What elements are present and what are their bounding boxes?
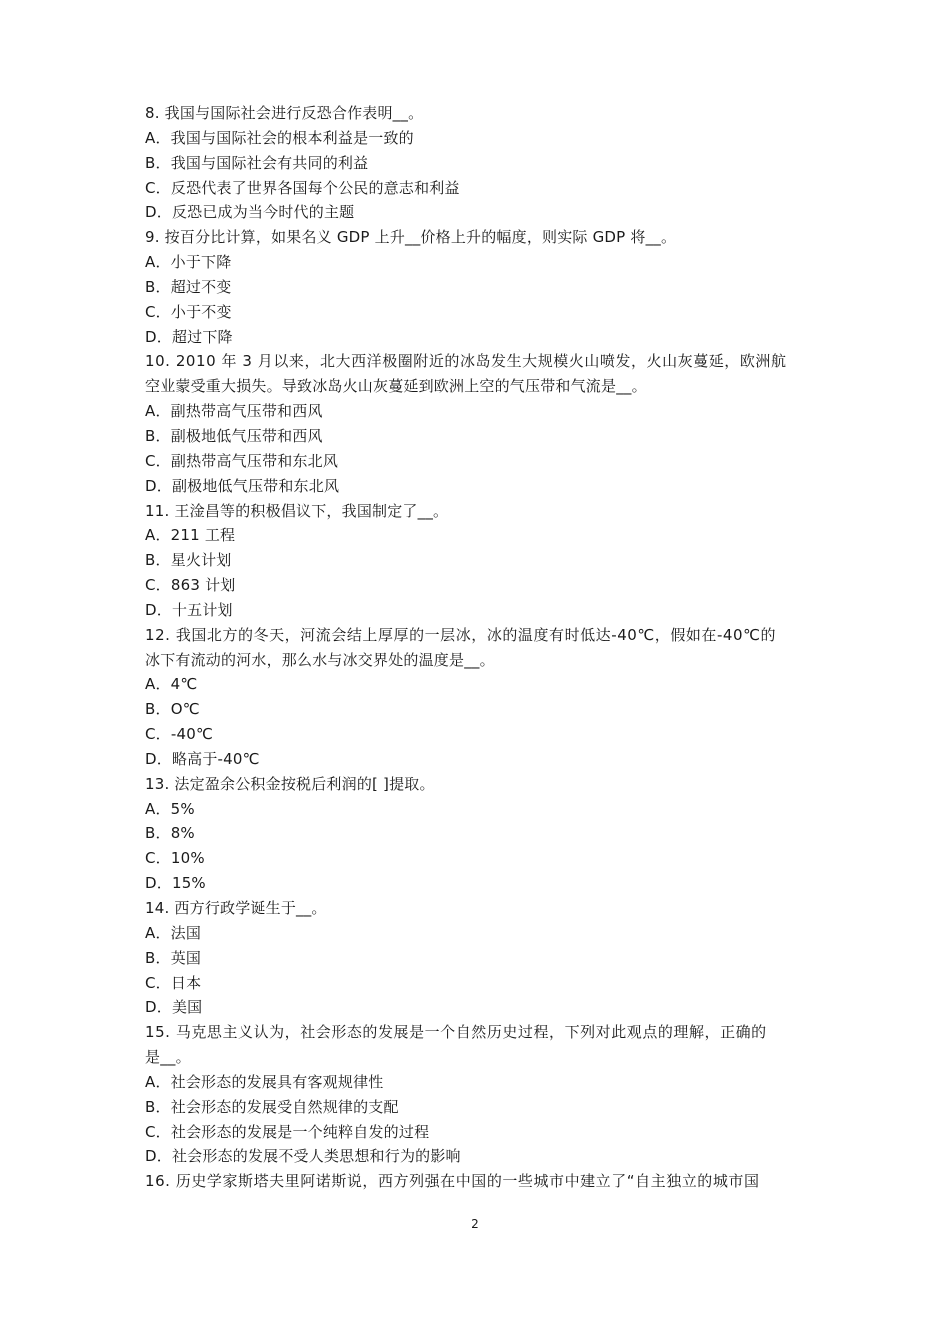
- question-14-option-c: C．日本: [145, 973, 202, 992]
- question-13-option-c: C．10%: [145, 849, 205, 868]
- question-13-stem: 13. 法定盈余公积金按税后利润的[ ]提取。: [145, 774, 435, 793]
- question-12-option-b: B．O℃: [145, 700, 200, 719]
- question-9-stem: 9. 按百分比计算，如果名义 GDP 上升__价格上升的幅度，则实际 GDP 将__。: [145, 228, 677, 247]
- question-10-stem-line-2: 空业蒙受重大损失。导致冰岛火山灰蔓延到欧洲上空的气压带和气流是__。: [145, 377, 647, 396]
- question-14-option-a: A．法国: [145, 923, 202, 942]
- question-8-option-b: B．我国与国际社会有共同的利益: [145, 153, 369, 172]
- question-16-stem-line-1: 16. 历史学家斯塔夫里阿诺斯说，西方列强在中国的一些城市中建立了“自主独立的城市国: [145, 1172, 760, 1191]
- question-13-option-a: A．5%: [145, 799, 195, 818]
- question-9-option-c: C．小于不变: [145, 302, 232, 321]
- question-10-option-b: B．副极地低气压带和西风: [145, 426, 323, 445]
- question-8-option-d: D．反恐已成为当今时代的主题: [145, 203, 355, 222]
- question-15-stem-line-2: 是__。: [145, 1048, 191, 1067]
- question-15-option-a: A．社会形态的发展具有客观规律性: [145, 1072, 384, 1091]
- question-12-option-d: D．略高于-40℃: [145, 749, 260, 768]
- question-12-option-c: C．-40℃: [145, 725, 214, 744]
- question-11-option-a: A．211 工程: [145, 526, 236, 545]
- question-10-option-a: A．副热带高气压带和西风: [145, 402, 323, 421]
- question-11-stem: 11. 王淦昌等的积极倡议下，我国制定了__。: [145, 501, 449, 520]
- question-12-stem-line-1: 12. 我国北方的冬天，河流会结上厚厚的一层冰，冰的温度有时低达-40℃，假如在-40℃的: [145, 625, 777, 644]
- question-9-option-b: B．超过不变: [145, 277, 232, 296]
- question-11-option-b: B．星火计划: [145, 551, 232, 570]
- question-13-option-d: D．15%: [145, 874, 206, 893]
- question-13-option-b: B．8%: [145, 824, 195, 843]
- question-10-stem-line-1: 10. 2010 年 3 月以来，北大西洋极圈附近的冰岛发生大规模火山喷发，火山灰蔓延，欧洲航: [145, 352, 787, 371]
- question-11-option-d: D．十五计划: [145, 600, 233, 619]
- question-12-stem-line-2: 冰下有流动的河水，那么水与冰交界处的温度是__。: [145, 650, 495, 669]
- question-15-option-d: D．社会形态的发展不受人类思想和行为的影响: [145, 1147, 461, 1166]
- question-8-option-c: C．反恐代表了世界各国每个公民的意志和利益: [145, 178, 460, 197]
- question-15-option-b: B．社会形态的发展受自然规律的支配: [145, 1097, 399, 1116]
- question-12-option-a: A．4℃: [145, 675, 198, 694]
- question-9-option-d: D．超过下降: [145, 327, 233, 346]
- question-15-stem-line-1: 15. 马克思主义认为，社会形态的发展是一个自然历史过程，下列对此观点的理解，正确的: [145, 1023, 767, 1042]
- question-10-option-c: C．副热带高气压带和东北风: [145, 451, 339, 470]
- question-8-stem: 8. 我国与国际社会进行反恐合作表明__。: [145, 104, 424, 122]
- page-number: 2: [471, 1217, 479, 1231]
- question-8-option-a: A．我国与国际社会的根本利益是一致的: [145, 128, 414, 147]
- question-11-option-c: C．863 计划: [145, 576, 236, 595]
- question-10-option-d: D．副极地低气压带和东北风: [145, 476, 340, 495]
- page-content: [145, 101, 817, 1194]
- question-9-option-a: A．小于下降: [145, 253, 232, 272]
- question-14-option-d: D．美国: [145, 998, 203, 1017]
- question-14-stem: 14. 西方行政学诞生于__。: [145, 899, 327, 917]
- question-15-option-c: C．社会形态的发展是一个纯粹自发的过程: [145, 1122, 430, 1141]
- question-14-option-b: B．英国: [145, 948, 202, 967]
